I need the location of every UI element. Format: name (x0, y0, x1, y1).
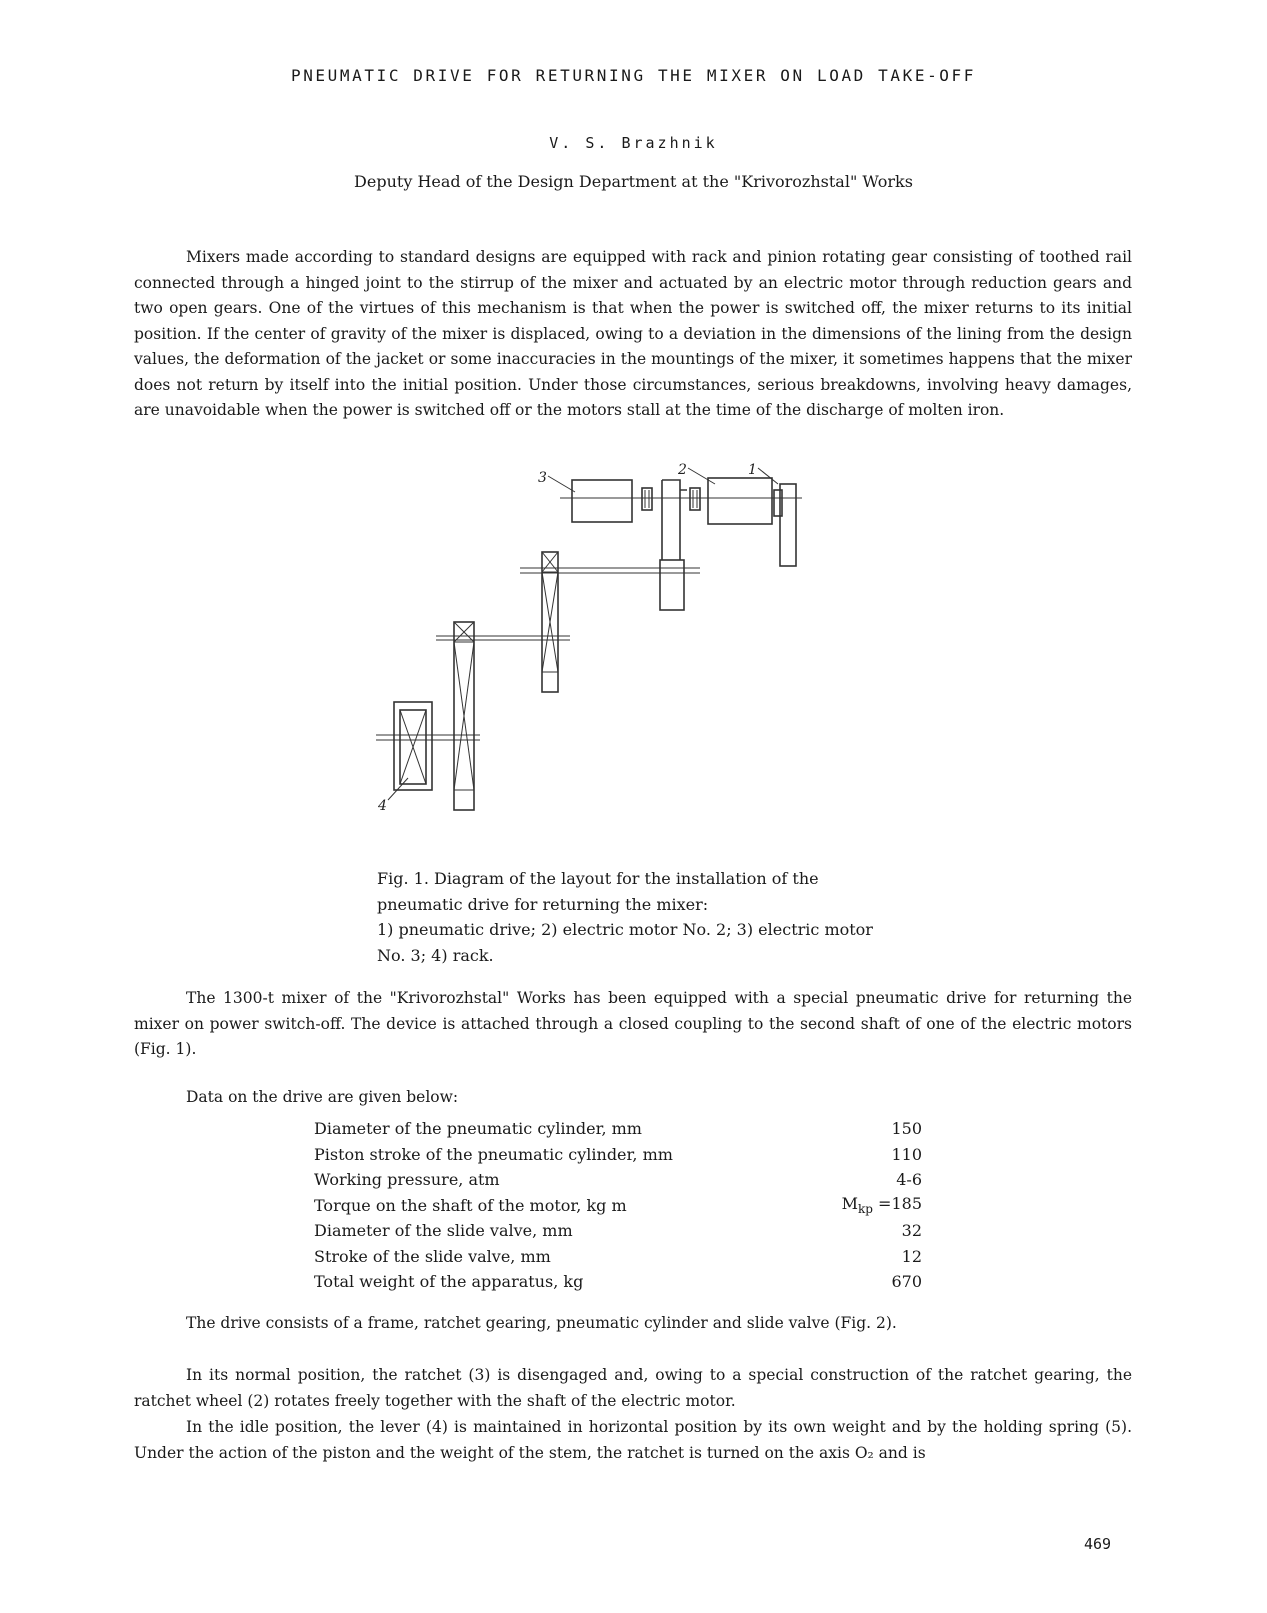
row-value: 4-6 (896, 1170, 922, 1190)
table-row (314, 1167, 922, 1193)
coupling-right (690, 488, 700, 510)
row-value: 670 (891, 1272, 922, 1292)
row-value: 150 (891, 1119, 922, 1139)
table-row (314, 1193, 922, 1219)
row-label: Stroke of the slide valve, mm (314, 1246, 551, 1266)
label-2: 2 (678, 462, 687, 478)
caption-legend: 1) pneumatic drive; 2) electric motor No. 2; 3) electric motor No. 3; 4) rack. (377, 920, 873, 965)
row-value: 32 (901, 1221, 922, 1241)
row-value: 110 (891, 1144, 922, 1164)
row-value: 12 (901, 1246, 922, 1266)
torque-subscript: kp (858, 1202, 873, 1217)
page-number: 469 (1084, 1535, 1112, 1553)
table-row (314, 1142, 922, 1168)
paragraph-normal-position: In its normal position, the ratchet (3) is disengaged and, owing to a special construction of the ratchet gearing, the ratchet wheel (2) rotates freely together with the shaft of the electric motor. (134, 1366, 1132, 1410)
gear-housing (662, 480, 687, 560)
figure-1-diagram (370, 460, 820, 840)
row-value (792, 1193, 922, 1219)
electric-motor-2 (708, 478, 772, 524)
figure-1-caption (377, 866, 877, 968)
table-row (314, 1116, 922, 1142)
electric-motor-3 (572, 480, 632, 522)
paragraph-idle-position: In the idle position, the lever (4) is maintained in horizontal position by its own weight and by the holding spring (5). Under the action of the piston and the weight of the stem, the ratchet is turned on the axis O₂ and is (134, 1418, 1132, 1462)
drive-data-table (314, 1116, 922, 1295)
label-3: 3 (538, 470, 547, 486)
row-label: Diameter of the pneumatic cylinder, mm (314, 1119, 642, 1139)
row-label: Total weight of the apparatus, kg (314, 1272, 584, 1292)
paper-title: PNEUMATIC DRIVE FOR RETURNING THE MIXER ON LOAD TAKE-OFF (290, 66, 977, 85)
table-row (314, 1218, 922, 1244)
coupling-left (642, 488, 652, 510)
torque-value: =185 (872, 1194, 922, 1214)
row-label: Diameter of the slide valve, mm (314, 1221, 573, 1241)
row-label: Piston stroke of the pneumatic cylinder, mm (314, 1144, 673, 1164)
row-label: Working pressure, atm (314, 1170, 500, 1190)
caption-title: Fig. 1. Diagram of the layout for the installation of the pneumatic drive for returning the mixer: (377, 869, 819, 914)
paragraph-drive-parts: The drive consists of a frame, ratchet gearing, pneumatic cylinder and slide valve (Fig. 2). (186, 1314, 897, 1332)
table-row (314, 1244, 922, 1270)
label-4: 4 (378, 798, 387, 814)
row-label: Torque on the shaft of the motor, kg m (314, 1195, 627, 1215)
author-name: V. S. Brazhnik (549, 134, 718, 152)
paragraph-device: The 1300-t mixer of the "Krivorozhstal" Works has been equipped with a special pneumatic drive for returning the mixer on power switch-off. The device is attached through a closed coupling to the second shaft of one of the electric motors (Fig. 1). (134, 989, 1132, 1058)
label-1: 1 (748, 462, 757, 478)
paragraph-intro: Mixers made according to standard designs are equipped with rack and pinion rotating gear consisting of toothed rail connected through a hinged joint to the stirrup of the mixer and actuated by an electric motor through reduction gears and two open gears. One of the virtues of this mechanism is that when the power is switched off, the mixer returns to its initial position. If the center of gravity of the mixer is displaced, owing to a deviation in the dimensions of the lining from the design values, the deformation of the jacket or some inaccuracies in the mountings of the mixer, it sometimes happens that the mixer does not return by itself into the initial position. Under those circumstances, serious breakdowns, involving heavy damages, are unavoidable when the power is switched off or the motors stall at the time of the discharge of molten iron. (134, 248, 1132, 419)
torque-symbol: M (841, 1194, 859, 1214)
table-row (314, 1269, 922, 1295)
author-affiliation: Deputy Head of the Design Department at the "Krivorozhstal" Works (354, 172, 913, 191)
paragraph-data-intro: Data on the drive are given below: (186, 1088, 459, 1106)
